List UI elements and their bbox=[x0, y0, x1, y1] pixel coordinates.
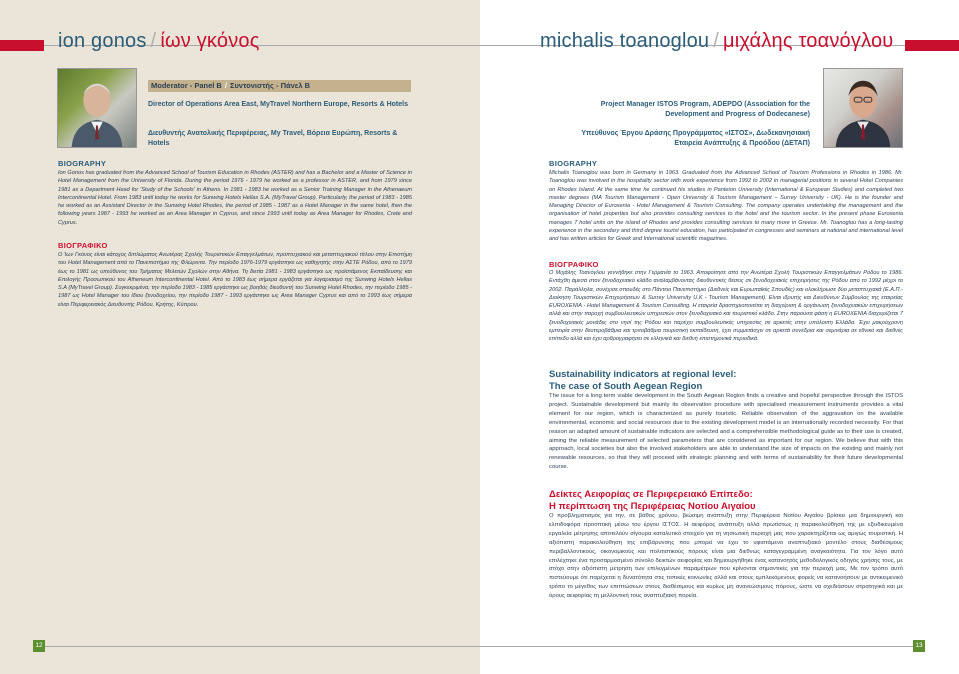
right-heading-latin: michalis toanoglou bbox=[540, 30, 710, 52]
moderator-separator: / bbox=[224, 81, 227, 90]
right-accent-bar bbox=[905, 40, 959, 51]
moderator-label-gr: Συντονιστής - Πάνελ Β bbox=[229, 81, 311, 90]
left-title-en: Director of Operations Area East, MyTravel Northern Europe, Resorts & Hotels bbox=[148, 101, 408, 108]
right-biography-text: Michalis Toanoglou was born in Germany in 1963. Graduated from the Advanced School of Tourism Professions in Rhodes in 1986. Mr. Toanoglou was involved in the hospitality sector with work experience from 1992 to 2002 in managerial positions in several Hotel Companies on Rhodes Island. At the same time he continued his studies in Panteion University (International & European Studies) and completed two master degrees (MA Tourism Management - Open University & Tourism Management – Surrey University - UK). He is the founder and Managing Director of Euroxenia - Hotel Management & Tourism Consulting. The company operates undertaking the management and the organisation of hotel properties but also provides consulting services to the hotel and the tourism sector. In the present phase Euroxenia manages 7 hotel units on the island of Rhodes and provides consulting services to many more in Greece. Mr. Toanoglou has a long-lasting experience in the secondary and third degree tourist education, has participated in congresses and seminars at national and international level and has written articles for Greek and International scientific magazines. bbox=[549, 170, 903, 243]
left-biography-label: BIOGRAPHY bbox=[58, 159, 107, 168]
left-accent-bar bbox=[0, 40, 44, 51]
right-biography-label-greek: ΒΙΟΓΡΑΦΙΚΟ bbox=[549, 260, 599, 269]
right-biography-label: BIOGRAPHY bbox=[549, 159, 598, 168]
portrait-icon bbox=[824, 69, 902, 147]
right-biography-text-greek: Ο Μιχάλης Τοανόγλου γεννήθηκε στην Γερμανία το 1963. Αποφοίτησε από την Ανωτέρα Σχολή Τουριστικών Επαγγελμάτων Ρόδου το 1986. Εντάχθη άμεσα στον ξενοδοχειακό κλάδο αναλαμβάνοντας διευθυντικές θέσεις σε ξενοδοχειακές επιχειρήσεις της Ρόδου από το 1992 μέχρι το 2002. Παράλληλα, συνέχισε σπουδές στο Πάντειο Πανεπιστήμιο (Διεθνείς και Ευρωπαϊκές Σπουδές) και ολοκλήρωσε δύο μεταπτυχιακά (Ε.Α.Π.-Διοίκηση Τουριστικών Επιχειρήσεων & Surrey University U.K - Tourism Management). Είναι ιδρυτής και Διευθύνων Σύμβουλος της εταιρείας EUROXENIA - Hotel Management & Tourism Consulting. Η εταιρεία δραστηριοποιείται τη διαχείριση & οργάνωση ξενοδοχειακών επιχειρήσεων αλλά και στην παροχή συμβουλευτικών υπηρεσιών στον ξενοδοχειακό και τουριστικό κλάδο. Στην παρούσα φάση η EUROXENIA διαχειρίζεται 7 ξενοδοχειακές μονάδες στο νησί της Ρόδου και παρέχει συμβουλευτικές υπηρεσίες σε αρκετές στην υπόλοιπη Ελλάδα. Έχει μακρόχρονη εμπειρία στην δευτεροβάθμια και τριτοβάθμια τουριστική εκπαίδευση, έχει συμμετάσχει σε αρκετά συνέδρια και σεμινάρια σε εθνικό και διεθνές επίπεδο αλλά και έχει αρθρογραφήσει σε ελληνικά και διεθνή επιστημονικά περιοδικά. bbox=[549, 270, 903, 343]
abstract-text-en: The issue for a long term viable development in the South Aegean Region finds a creative and hopeful perspective through the ISTOS project. Sustainable development but mainly its observation procedure with specialised measurement instruments provides a vital element for our region, which is characterized as purely touristic. Reliable observation of the aggravation on the available environmental, economic and social resources due to the existing development model is an internationally recorded necessity. For that reason an adapted amount of sustainable indicators are selected and a comprehensible methodological guide as to their use is created, aiming the reliable measurement of selected parameters that are considered as important for our region. We believe that with this approach, local societies but also the involved stakeholders are able to understand the size of impacts on the existing and mainly not renewable resources, so that they will proceed with strategic planning and with terms of sustainability for their future developmental course. bbox=[549, 393, 903, 471]
right-speaker-photo bbox=[823, 68, 903, 148]
section-title-en-line1: Sustainability indicators at regional level: bbox=[549, 369, 737, 380]
section-title-en-line2: The case of South Aegean Region bbox=[549, 380, 703, 392]
moderator-bar bbox=[148, 80, 411, 92]
right-heading-greek: μιχάλης τοανόγλου bbox=[723, 30, 894, 52]
left-biography-text: Ion Gonos has graduated from the Advanced School of Tourism Education in Rhodes (ASTER) and has a Bachelor and a Master of Science in Hotel Management from the University of Florida. During the period 1976 - 1979 he worked as a professor in ASTER, and from 1979 since 1981 as a Department Head for 'Study of the Schools' in Athens. In 1981 - 1983 he worked as a Senior Training Manager in the Athenaeum Intercontinental Hotel. From 1983 until today he works for Sunwing Hotels Hellas S.A. (MyTravel Group). Particularly, the period of 1983 - 1985 he worked as an Assistant Director in the Sunwing Hotel Rhodes, the period of 1985 - 1987 as a Hotel Manager in the same hotel, then the following years 1987 - 1993 he worked as an Area Manager in Cyprus, and since 1993 until today as Area Manager for Rhodes, Crete and Cyprus. bbox=[58, 170, 412, 226]
section-title-gr-line1: Δείκτες Αειφορίας σε Περιφερειακό Επίπεδο: bbox=[549, 489, 753, 500]
right-title-en: Project Manager ISTOS Program, ADEPDO (Association for the Development and Progress of Dodecanese) bbox=[600, 101, 810, 118]
right-title-gr: Υπεύθυνος Έργου Δράσης Προγράμματος «ΙΣΤΟΣ», Δωδεκανησιακή Εταιρεία Ανάπτυξης & Προόδου (ΔΕΤΑΠ) bbox=[581, 130, 810, 147]
left-title-gr: Διευθυντής Ανατολικής Περιφέρειας, My Travel, Βόρεια Ευρώπη, Resorts & Hotels bbox=[148, 130, 398, 147]
section-title-en bbox=[549, 369, 909, 392]
right-heading-separator: / bbox=[713, 30, 720, 52]
right-footer-rule bbox=[480, 646, 913, 647]
right-page-number: 13 bbox=[913, 640, 925, 652]
abstract-text-gr: Ο προβληματισμός για την, σε βάθος χρόνου, βιώσιμη ανάπτυξη στην Περιφέρεια Νοτίου Αιγαίου βρίσκει μια δημιουργική και ελπιδοφόρα προοπτική μέσω του έργου ΙΣΤΟΣ. Η αειφόρος ανάπτυξη αλλά πρωτίστως η παρακολούθησή της με εξειδικευμένα εργαλεία μέτρησης αποτελούν σίγουρα καταλυτικό στοιχείο για τη νησιωτική περιοχή μας που χαρακτηρίζεται ως αμιγώς τουριστική. Η αξιόπιστη παρακολούθηση της επιβάρυνσης που μπορεί να έχει το υφιστάμενο αναπτυξιακό μοντέλο στους διαθέσιμους περιβαλλοντικούς, οικονομικούς και πολιτιστικούς πόρους είναι μια διεθνώς καταγεγραμμένη αναγκαιότητα. Για τον λόγο αυτό επιλέχτηκε ένα προσαρμοσμένο σύνολο δεικτών αειφορίας και δημιουργήθηκε ένας κατανοητός μεθοδολογικός οδηγός χρήσης τους, με στόχο στην αξιόπιστη μέτρηση των επιλεγμένων παραμέτρων που κρίνονται σημαντικές για την περιοχή μας. Με τον τρόπο αυτό πιστεύουμε ότι παρέχεται η δυνατότητα στις τοπικές κοινωνίες αλλά και στους εμπλεκόμενους φορείς να κατανοήσουν με αντικειμενικό τρόπο το μέγεθος των επιπτώσεων στους διαθέσιμους και κυρίως μη ανανεώσιμους πόρους, ώστε να σχεδιάσουν στρατηγικά και με όρους αειφορίας τη μελλοντική τους αναπτυξιακή πορεία. bbox=[549, 513, 903, 600]
moderator-label-en: Moderator - Panel B bbox=[151, 81, 222, 90]
left-footer-rule bbox=[45, 646, 480, 647]
section-title-gr-line2: Η περίπτωση της Περιφέρειας Νοτίου Αιγαίου bbox=[549, 500, 756, 512]
section-title-gr bbox=[549, 489, 909, 512]
left-biography-text-greek: Ο Ίων Γκόνος είναι κάτοχος διπλώματος Ανωτέρας Σχολής Τουριστικών Επαγγελμάτων, προπτυχιακού και μεταπτυχιακού τίτλου στην Επιστήμη του Hotel Management από το Πανεπιστήμιο της Φλώριντα. Την περίοδο 1976-1979 εργάστηκε ως καθηγητής στην ΑΣΤΕ Ρόδου, από το 1979 έως το 1981 ως υπεύθυνος του Τμήματος Μελετών Σχολών στην Αθήνα. Τη διετία 1981 - 1983 εργάστηκε ως προϊστάμενος Εκπαίδευσης και Επιλογής Προσωπικού του Atheneum Intercontinental Hotel. Από το 1983 έως σήμερα εργάζεται για λογαριασμό της Sunwing Hotels Hellas S.A (MyTravel Group). Συγκεκριμένα, την περίοδο 1983 - 1985 εργάστηκε ως βοηθός διευθυντή του Sunwing Hotel Rhodes, την περίοδο 1985 - 1987 ως Hotel Manager του ίδιου ξενοδοχείου, την περίοδο 1987 - 1993 εργάστηκε ως Area Manager Cyprus και από το 1993 έως σήμερα είναι Περιφερειακός Διευθυντής Ρόδου, Κρήτης, Κύπρου. bbox=[58, 252, 412, 308]
left-heading-latin: ion gonos bbox=[58, 30, 147, 52]
left-biography-label-greek: ΒΙΟΓΡΑΦΙΚΟ bbox=[58, 241, 108, 250]
left-page-number: 12 bbox=[33, 640, 45, 652]
portrait-icon bbox=[58, 69, 136, 147]
left-speaker-photo bbox=[57, 68, 137, 148]
left-heading-separator: / bbox=[150, 30, 157, 52]
left-heading-greek: ίων γκόνος bbox=[160, 30, 260, 52]
right-speaker-heading bbox=[540, 30, 893, 53]
left-speaker-heading bbox=[58, 30, 260, 53]
